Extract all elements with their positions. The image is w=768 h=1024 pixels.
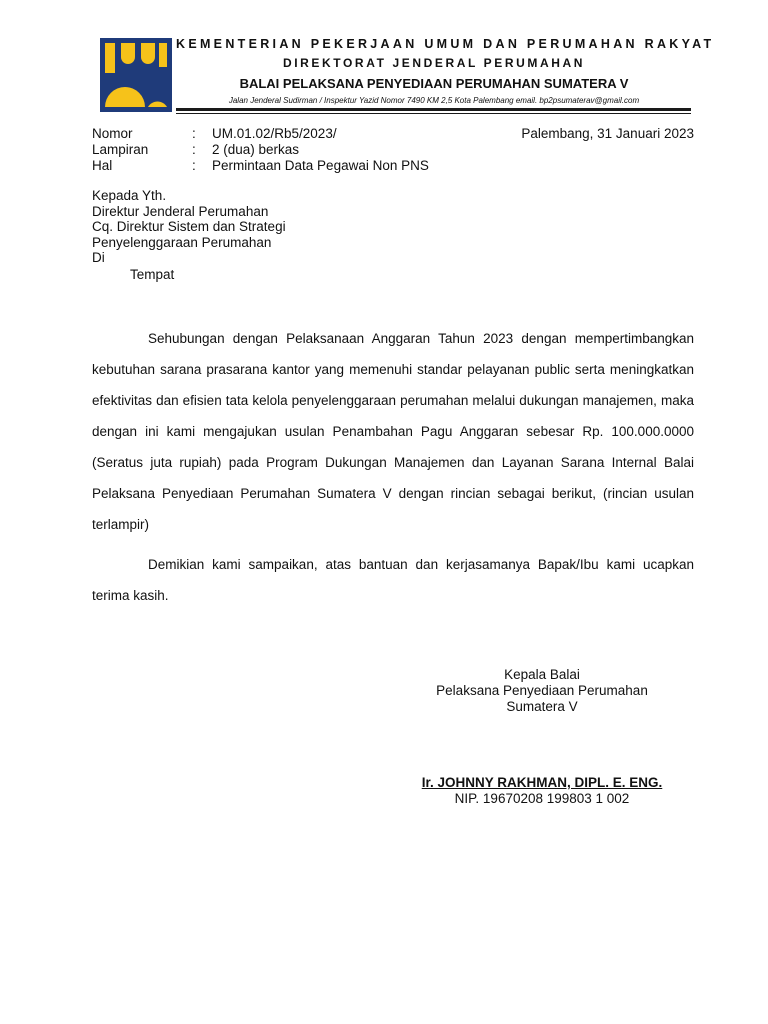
meta-value-nomor: UM.01.02/Rb5/2023/ xyxy=(212,126,337,141)
signatory-nip: NIP. 19670208 199803 1 002 xyxy=(454,791,630,806)
meta-row-hal xyxy=(92,158,429,174)
letterhead-directorate: DIREKTORAT JENDERAL PERUMAHAN xyxy=(282,56,586,70)
meta-label: Lampiran xyxy=(92,142,149,157)
addressee-line: Cq. Direktur Sistem dan Strategi xyxy=(92,219,286,234)
letterhead-address: Jalan Jenderal Sudirman / Inspektur Yazid Nomor 7490 KM 2,5 Kota Palembang email. bp2psumaterav@gmail.com xyxy=(228,96,640,105)
addressee-line: Di xyxy=(92,250,105,265)
meta-value-hal: Permintaan Data Pegawai Non PNS xyxy=(212,158,429,173)
meta-value-lampiran: 2 (dua) berkas xyxy=(212,142,300,157)
meta-row-nomor xyxy=(92,126,429,142)
addressee-line: Kepada Yth. xyxy=(92,188,167,203)
letter-meta xyxy=(92,126,429,174)
letter-date: Palembang, 31 Januari 2023 xyxy=(521,126,694,141)
meta-colon: : xyxy=(192,158,196,173)
meta-label: Hal xyxy=(92,158,113,173)
meta-colon: : xyxy=(192,126,196,141)
signatory-title-line: Kepala Balai xyxy=(504,667,580,682)
letterhead-divider-thin xyxy=(176,113,691,114)
signatory-title xyxy=(402,667,682,715)
ministry-logo-icon xyxy=(100,38,172,112)
body-paragraph: Sehubungan dengan Pelaksanaan Anggaran Tahun 2023 dengan mempertimbangkan kebutuhan sarana prasarana kantor yang memenuhi standar pelayanan public serta meningkatkan efektivitas dan efisien tata kelola penyelenggaraan perumahan melalui dukungan manajemen, maka dengan ini kami mengajukan usulan Penambahan Pagu Anggaran sebesar Rp. 100.000.0000 (Seratus juta rupiah) pada Program Dukungan Manajemen dan Layanan Sarana Internal Balai Pelaksana Penyediaan Perumahan Sumatera V dengan rincian sebagai berikut, (rincian usulan terlampir) xyxy=(92,331,694,532)
addressee-block xyxy=(92,188,286,282)
meta-colon: : xyxy=(192,142,196,157)
signatory-name: Ir. JOHNNY RAKHMAN, DIPL. E. ENG. xyxy=(421,775,663,790)
addressee-line: Penyelenggaraan Perumahan xyxy=(92,234,272,250)
addressee-line: Direktur Jenderal Perumahan xyxy=(92,203,269,219)
meta-row-lampiran xyxy=(92,142,429,158)
signatory-title-line: Sumatera V xyxy=(506,699,578,714)
signatory-title-line: Pelaksana Penyediaan Perumahan xyxy=(436,683,648,698)
letterhead-divider-thick xyxy=(176,108,691,111)
body-paragraph: Demikian kami sampaikan, atas bantuan dan kerjasamanya Bapak/Ibu kami ucapkan terima kasih. xyxy=(92,557,694,603)
letterhead-ministry: KEMENTERIAN PEKERJAAN UMUM DAN PERUMAHAN RAKYAT xyxy=(176,37,715,51)
meta-label: Nomor xyxy=(92,126,133,141)
letter-body xyxy=(92,323,694,611)
addressee-place: Tempat xyxy=(130,266,175,282)
letterhead-office: BALAI PELAKSANA PENYEDIAAN PERUMAHAN SUMATERA V xyxy=(239,76,629,91)
